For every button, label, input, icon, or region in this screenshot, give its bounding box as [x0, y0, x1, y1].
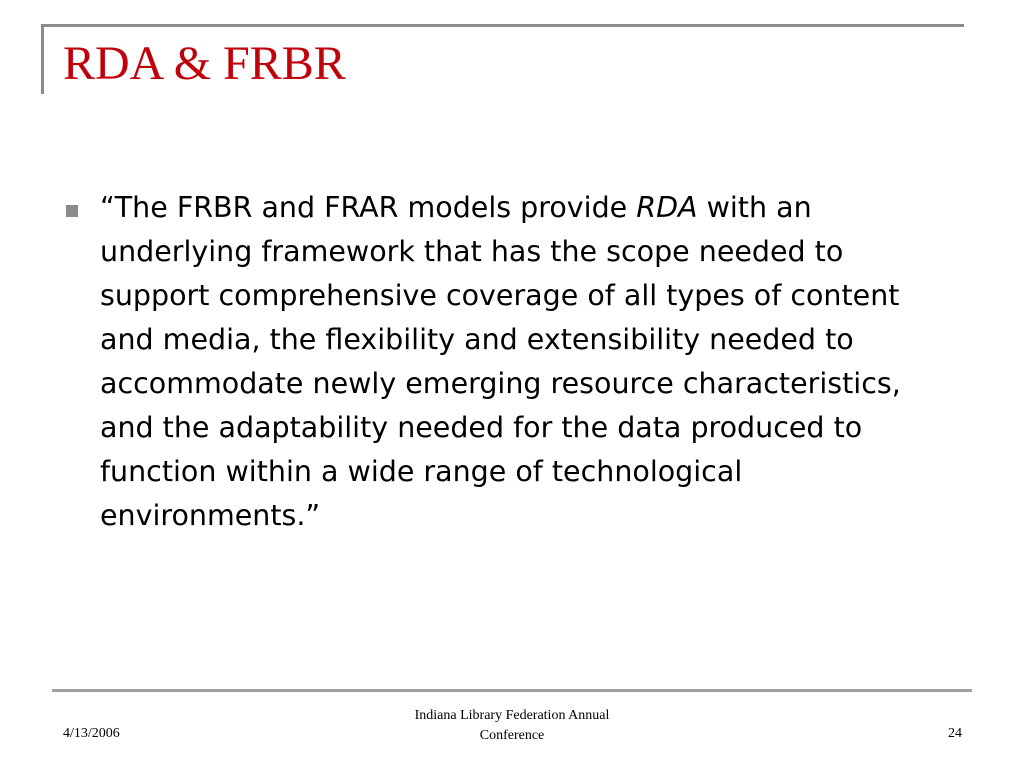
footer-date: 4/13/2006 — [63, 726, 120, 741]
slide-title: RDA & FRBR — [63, 37, 346, 90]
footer-rule — [52, 689, 972, 692]
footer-conference — [372, 706, 652, 746]
frame-left-rule — [41, 24, 44, 94]
bullet-quote-text — [100, 186, 930, 538]
footer-conference-line-2: Conference — [479, 728, 545, 743]
frame-top-rule — [43, 24, 964, 27]
bullet-item — [66, 186, 946, 538]
slide-content — [66, 186, 946, 538]
quote-emphasis: RDA — [636, 191, 698, 224]
quote-part-1: “The FRBR and FRAR models provide — [100, 191, 637, 224]
square-bullet-icon — [66, 205, 78, 217]
footer-page-number: 24 — [948, 726, 962, 741]
quote-part-2: with an underlying framework that has the scope needed to support comprehensive coverage of all types of content and media, the flexibility and extensibility needed to accommodate newly emerging resource characteristics, and the adaptability needed for the data produced to function within a wide range of technological environments.” — [100, 191, 901, 532]
footer-conference-line-1: Indiana Library Federation Annual — [414, 708, 610, 723]
